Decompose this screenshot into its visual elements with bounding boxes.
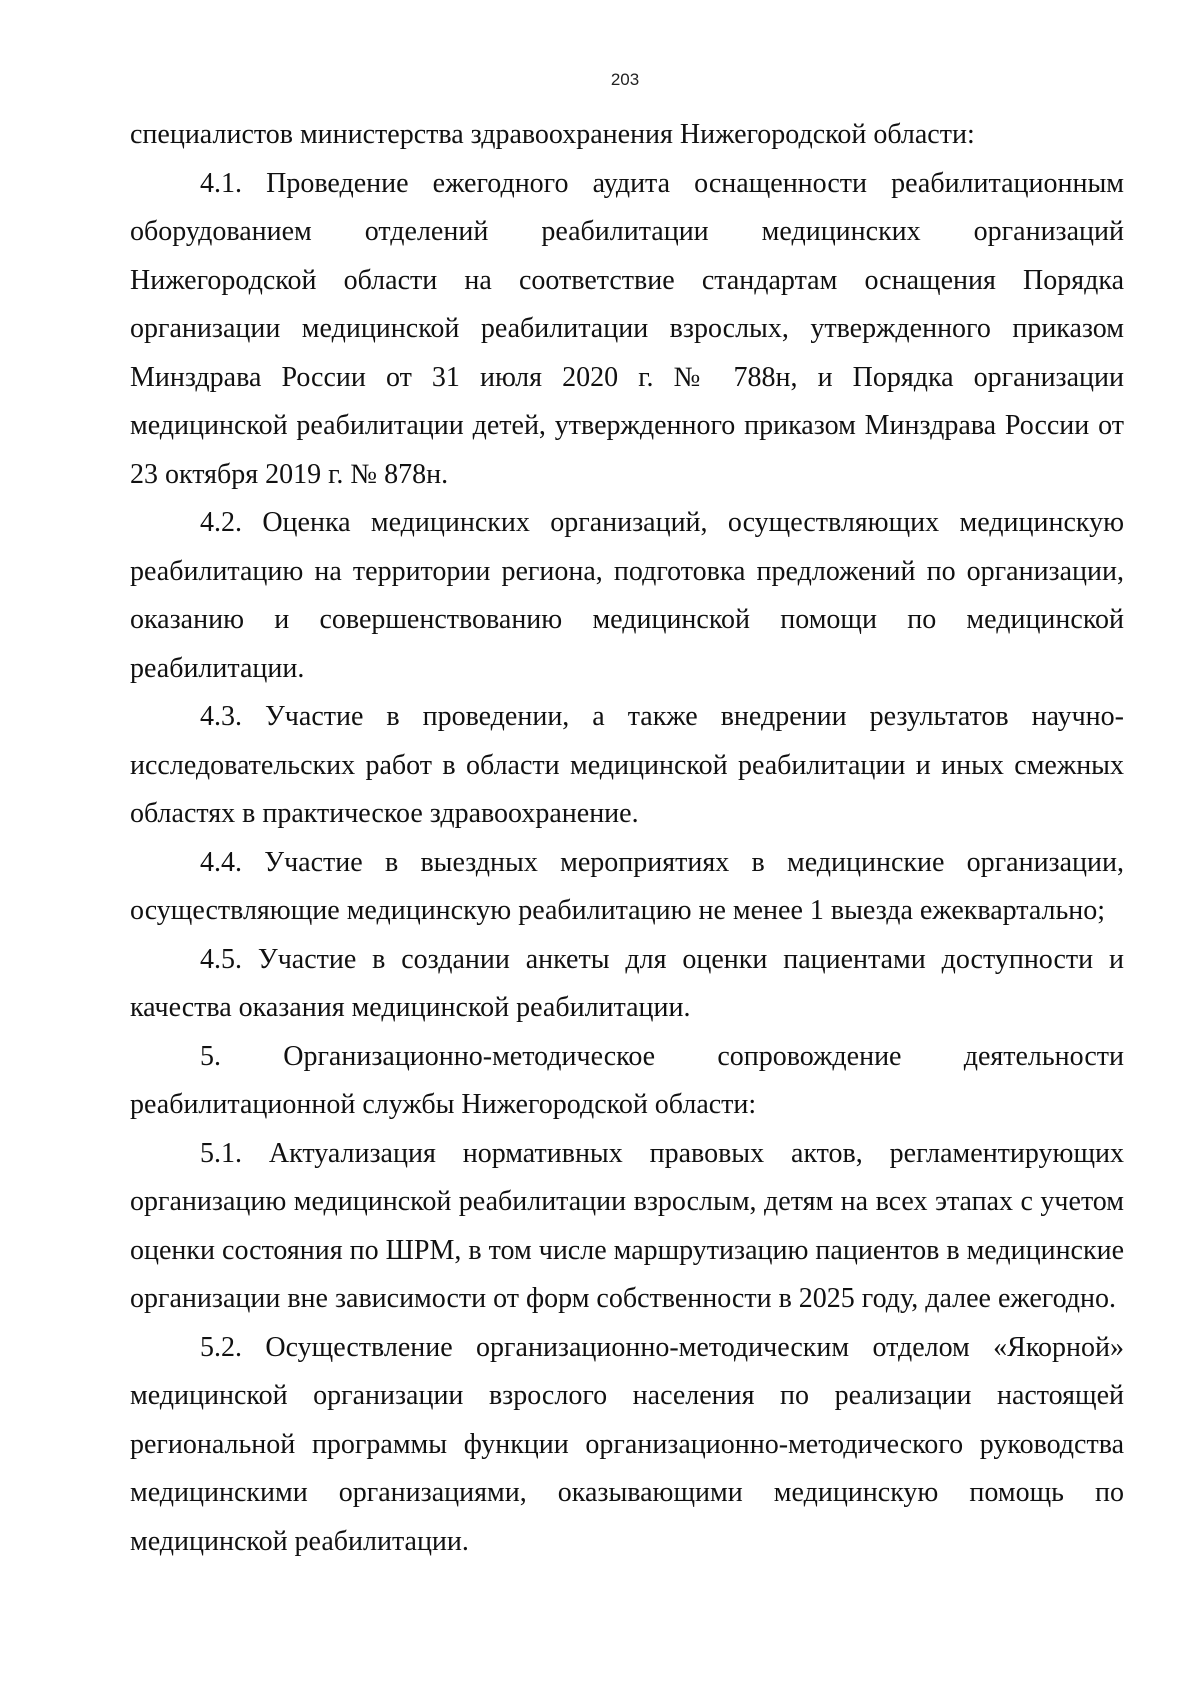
- page-number: 203: [610, 70, 640, 89]
- paragraph-intro-continuation: специалистов министерства здравоохранения Нижегородской области:: [130, 119, 975, 150]
- paragraph-5-1: 5.1. Актуализация нормативных правовых актов, регламентирующих организацию медицинской реабилитации взрослым, детям на всех этапах с учетом оценки состояния по ШРМ, в том числе маршрутизацию пациентов в медицинские организации вне зависимости от форм собственности в 2025 году, далее ежегодно.: [130, 1137, 1124, 1314]
- paragraph-5: 5. Организационно-методическое сопровождение деятельности реабилитационной службы Нижегородской области:: [130, 1040, 1124, 1120]
- paragraph-4-2: 4.2. Оценка медицинских организаций, осуществляющих медицинскую реабилитацию на территории региона, подготовка предложений по организации, оказанию и совершенствованию медицинской помощи по медицинской реабилитации.: [130, 507, 1124, 684]
- paragraph-4-3: 4.3. Участие в проведении, а также внедрении результатов научно-исследовательских работ в области медицинской реабилитации и иных смежных областях в практическое здравоохранение.: [130, 701, 1124, 829]
- document-body: [130, 111, 1124, 1566]
- paragraph-4-1: 4.1. Проведение ежегодного аудита оснащенности реабилитационным оборудованием отделений реабилитации медицинских организаций Нижегородской области на соответствие стандартам оснащения Порядка организации медицинской реабилитации взрослых, утвержденного приказом Минздрава России от 31 июля 2020 г. № 788н, и Порядка организации медицинской реабилитации детей, утвержденного приказом Минздрава России от 23 октября 2019 г. № 878н.: [130, 167, 1124, 490]
- paragraph-4-5: 4.5. Участие в создании анкеты для оценки пациентами доступности и качества оказания медицинской реабилитации.: [130, 943, 1124, 1023]
- paragraph-4-4: 4.4. Участие в выездных мероприятиях в медицинские организации, осуществляющие медицинскую реабилитацию не менее 1 выезда ежеквартально;: [130, 846, 1124, 926]
- paragraph-5-2: 5.2. Осуществление организационно-методическим отделом «Якорной» медицинской организации взрослого населения по реализации настоящей региональной программы функции организационно-методического руководства медицинскими организациями, оказывающими медицинскую помощь по медицинской реабилитации.: [130, 1331, 1124, 1557]
